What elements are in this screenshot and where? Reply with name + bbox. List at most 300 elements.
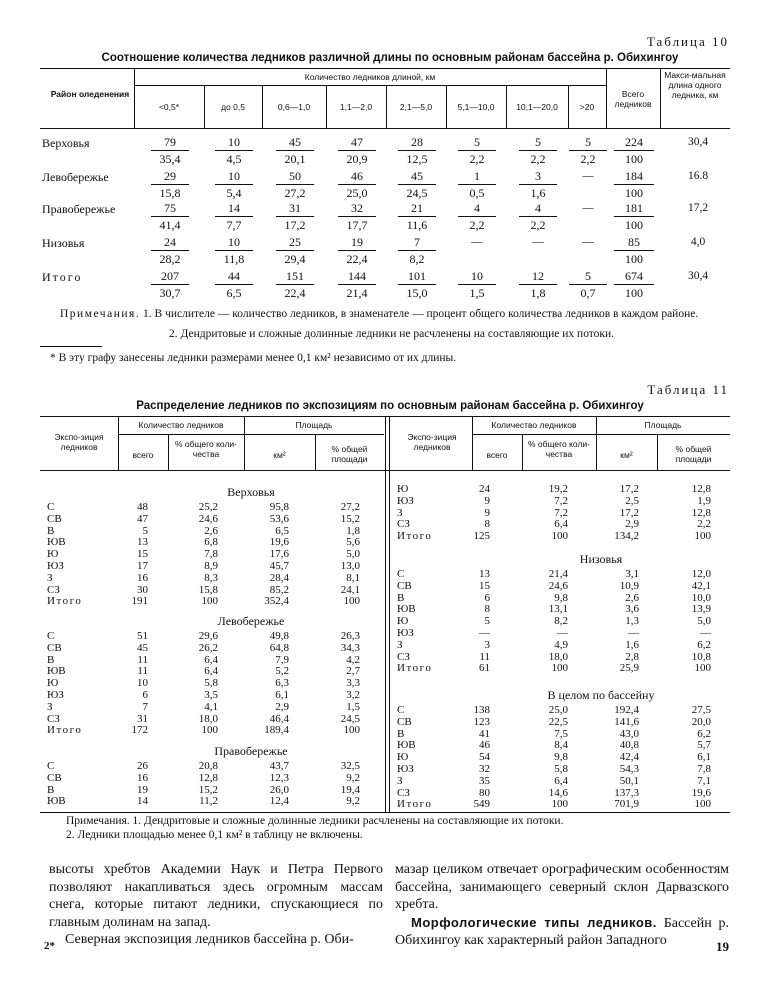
table11-pct-area-value: 3,2	[346, 689, 360, 701]
table11-area-value: 40,8	[619, 739, 639, 752]
table11-pct-area-value: 26,3	[340, 630, 360, 642]
table11-pct-area-header: % общей площади	[675, 444, 712, 464]
table10-numerator: 45	[276, 134, 314, 151]
table11-total-value: 13	[137, 536, 148, 549]
table11-expo-label: ЮЗ	[397, 627, 414, 639]
table10-fraction	[398, 268, 436, 301]
table11-pct-count-value: 2,6	[204, 524, 218, 537]
table11-section-title: Правобережье	[214, 744, 288, 758]
table11-expo-header: Экспо-зиция ледников	[54, 432, 104, 452]
table10-fraction	[151, 168, 189, 201]
table11-pct-count-value: 6,4	[204, 653, 218, 666]
table11-pct-area-value: 20,0	[691, 715, 711, 728]
table11-area-value: 12,3	[269, 771, 289, 784]
table11-total-value: 32	[479, 763, 490, 775]
table11-area-value: 6,1	[275, 689, 289, 701]
table11-expo-label: Ю	[47, 548, 59, 561]
table10-numerator: 28	[398, 134, 436, 151]
table11-pct-count-value: 5,8	[554, 763, 568, 775]
table11-area-value: 6,3	[275, 677, 289, 690]
table10-numerator: 10	[215, 168, 253, 185]
table10-denominator: 8,2	[409, 252, 425, 266]
table10-fraction	[398, 234, 436, 267]
table10-region-label: Низовья	[42, 236, 85, 250]
table11-pct-area-value: 1,8	[346, 524, 360, 537]
table11-expo-label: СВ	[397, 715, 412, 728]
table10-numerator: 12	[519, 268, 557, 285]
table11-pct-count-value: 6,4	[554, 518, 568, 531]
table10-denominator: 2,2	[469, 218, 485, 232]
table10-numerator: 5	[519, 134, 557, 151]
table11-pct-count-value: 20,8	[198, 760, 218, 772]
table11-total-value: 16	[137, 771, 148, 784]
table11-col-rule	[472, 416, 473, 470]
table10-fraction	[215, 168, 253, 201]
table11-area-value: 2,5	[625, 494, 639, 507]
table11-pct-count-value: 24,6	[548, 579, 568, 592]
table10-fraction	[276, 200, 314, 233]
table10-numerator: 7	[398, 234, 436, 251]
table11-expo-label: В	[397, 591, 405, 604]
table11-total-value: 9	[484, 506, 490, 519]
table11-pct-count-value: 24,6	[198, 512, 218, 525]
table11-expo-label: Итого	[47, 595, 83, 608]
table11-pct-count-value: 5,8	[204, 677, 218, 690]
table11-total-value: 46	[479, 739, 490, 752]
table11-pct-count-value: 18,0	[198, 712, 218, 725]
table10-fraction	[338, 234, 376, 267]
table10-col-header: 5,1—10,0	[457, 102, 495, 112]
table10-fraction	[458, 168, 496, 201]
table10-col-header: 0,6—1,0	[277, 102, 311, 112]
table11-total-value: 5	[142, 524, 148, 537]
table11-expo-label: З	[47, 700, 53, 713]
table10-numerator: 181	[614, 200, 654, 217]
table10-denominator: 15,8	[159, 186, 181, 200]
table11-total-value: 48	[137, 501, 148, 513]
table11-pct-area-value: 5,6	[346, 536, 360, 549]
table10-denominator: 25,0	[346, 186, 368, 200]
table10-denominator: 100	[625, 186, 643, 200]
table10-group-header: Количество ледников длиной, км	[304, 72, 436, 82]
table10-fraction	[338, 200, 376, 233]
table10-denominator: 100	[625, 252, 643, 266]
table11-total-value: 8	[484, 603, 490, 616]
table11-expo-label: ЮЗ	[47, 560, 64, 572]
table11-pct-count-value: 6,4	[204, 665, 218, 678]
table11-pct-area-value: 13,0	[340, 560, 360, 572]
body-text-left: высоты хребтов Академии Наук и Петра Первого позволяют накапливаться здесь огромным массам снега, которые питают ледники, спускающиеся по главным долинам на запад. Северная экспозиция ледников бассейна р. Оби-	[49, 862, 383, 947]
table11-total-value: 51	[137, 630, 148, 642]
table10-fraction	[151, 268, 189, 301]
table10-numerator: 207	[151, 268, 189, 285]
table10-denominator: 20,9	[346, 152, 368, 166]
table10-numerator: 45	[398, 168, 436, 185]
table10-numerator: 32	[338, 200, 376, 217]
table10-max-length: 30,4	[687, 270, 709, 282]
table10-note-1: Примечания. 1. В числителе — количество ледников, в знаменателе — процент общего количества ледников в каждом районе.	[60, 308, 699, 320]
table11-pct-area-value: 13,9	[691, 603, 711, 616]
table10-fraction	[215, 234, 253, 267]
table10-region-label: Правобережье	[42, 202, 116, 216]
table10-max-length: 16.8	[687, 170, 709, 182]
table11-pct-count-value: 8,3	[204, 571, 218, 584]
table11-total-value: 125	[473, 530, 490, 543]
table10-denominator: 41,4	[159, 218, 181, 232]
table11-pct-count-value: 8,2	[554, 615, 568, 628]
table10-fraction	[458, 134, 496, 167]
table11-pct-count-value: 26,2	[198, 641, 218, 654]
table10-region-label: Левобережье	[42, 170, 109, 184]
table10-caption: Таблица 10	[646, 34, 729, 49]
table10-fraction	[458, 268, 496, 301]
table10-dash: —	[582, 202, 594, 214]
table11-pct-count-value: 6,4	[554, 774, 568, 787]
table11-total-value: 61	[479, 662, 490, 675]
table11-col-rule	[168, 434, 169, 470]
table11-pct-count-value: 15,2	[198, 783, 218, 796]
table11-pct-area-value: 2,2	[697, 518, 711, 531]
table10-numerator: 85	[614, 234, 654, 251]
table11-pct-area-value: 1,5	[346, 700, 360, 713]
table11-pct-count-value: 12,8	[198, 771, 218, 784]
table11-area-value: 17,2	[619, 506, 639, 519]
table11-expo-label: СЗ	[397, 518, 410, 531]
table11-area-value: 6,5	[275, 524, 289, 537]
table11-expo-label: Ю	[397, 751, 409, 764]
table11-total-value: 172	[131, 724, 148, 737]
table10-total-fraction	[614, 200, 654, 233]
table11-expo-label: З	[397, 506, 403, 519]
table11-pct-count-value: 4,9	[554, 638, 568, 651]
table11-area-header: Площадь	[295, 420, 333, 430]
table11-area-value: 1,3	[625, 615, 639, 628]
table10-numerator: 1	[458, 168, 496, 185]
table10-dash: —	[532, 236, 544, 248]
table11-col-rule	[118, 416, 119, 470]
table11-pct-count-value: 7,2	[554, 494, 568, 507]
table10-region-label: Верховья	[42, 136, 90, 150]
table11-expo-label: СВ	[397, 579, 412, 592]
table11-pct-area-value: 4,2	[346, 653, 360, 666]
table11-pct-area-value: 100	[694, 662, 711, 675]
table10-fraction	[569, 268, 607, 301]
table11-pct-area-value: 2,7	[346, 665, 360, 678]
table10-numerator: 674	[614, 268, 654, 285]
table10-header-rule	[40, 128, 730, 129]
table10-denominator: 100	[625, 286, 643, 300]
table11-area-value: 26,0	[269, 783, 289, 796]
body-text-right: мазар целиком отвечает орографическим особенностям бассейна, занимающего северный склон Дарвазского хребта. Морфологические типы ледников. Бассейн р. Обихингоу как характерный район Западного	[395, 862, 730, 948]
table11-total-value: 549	[473, 798, 490, 811]
table11-total-value: 16	[137, 571, 148, 584]
table10-numerator: 25	[276, 234, 314, 251]
table11-title: Распределение ледников по экспозициям по основным районам бассейна р. Обихингоу	[136, 400, 644, 412]
table11-total-value: 123	[473, 715, 490, 728]
table10-maxlen-header: Макси-мальная длина одного ледника, км	[664, 70, 726, 100]
table11-pct-count-value: 100	[551, 798, 568, 811]
table11-total-value: 10	[137, 677, 148, 690]
table10-fraction	[519, 134, 557, 167]
table11-area-value: 12,4	[269, 795, 289, 808]
table11-area-value: 10,9	[619, 579, 639, 592]
table11-area-value: 45,7	[269, 560, 289, 572]
table10-denominator: 22,4	[346, 252, 368, 266]
table10-top-rule	[40, 68, 730, 69]
table11-area-value: 2,9	[275, 700, 289, 713]
table11-area-value: 2,9	[625, 518, 639, 531]
table11-section-title: В целом по бассейну	[547, 688, 655, 702]
table11-pct-area-value: 27,2	[340, 501, 360, 513]
table11-note-2: 2. Ледники площадью менее 0,1 км² в таблицу не включены.	[66, 829, 363, 841]
table10-numerator: 144	[338, 268, 376, 285]
table10-numerator: 151	[276, 268, 314, 285]
table11-total-value: 5	[484, 615, 490, 628]
table11-expo-label: З	[47, 571, 53, 584]
table11-pct-count-value: 29,6	[198, 630, 218, 642]
table11-pct-area-value: 5,0	[346, 548, 360, 561]
table11-expo-label: С	[47, 501, 55, 513]
table11-pct-area-value: 27,5	[691, 704, 711, 716]
table11-pct-area-value: 5,0	[697, 615, 711, 628]
table11-total-value: 54	[479, 751, 490, 764]
table11-pct-area-value: 1,9	[697, 494, 711, 507]
table11-expo-label: СВ	[47, 771, 62, 784]
table11-pct-count-value: 25,0	[548, 704, 568, 716]
table10-fraction	[458, 200, 496, 233]
table11-total-value: 19	[137, 783, 148, 796]
table11-area-value: 17,2	[619, 483, 639, 495]
table11-area-value: 42,4	[619, 751, 639, 764]
table11-expo-label: З	[397, 638, 403, 651]
table10-fraction	[276, 134, 314, 167]
table11-pct-area-value: 7,8	[697, 763, 711, 775]
table10-denominator: 21,4	[346, 286, 368, 300]
table11-expo-label: СЗ	[397, 786, 410, 799]
table10-denominator: 2,2	[469, 152, 485, 166]
table11-pct-count-header: % общего коли-чества	[174, 439, 238, 459]
table11-total-value: 9	[484, 494, 490, 507]
table11-caption: Таблица 11	[647, 382, 729, 397]
table11-total-value: 14	[137, 795, 148, 808]
table11-pct-count-value: 13,1	[548, 603, 568, 616]
table11-area-value: 53,6	[269, 512, 289, 525]
table11-expo-label: В	[47, 653, 55, 666]
table11-total-header: всего	[486, 450, 508, 460]
table10-numerator: 44	[215, 268, 253, 285]
table11-pct-count-value: —	[557, 627, 568, 639]
table10-denominator: 28,2	[159, 252, 181, 266]
table10-denominator: 22,4	[284, 286, 306, 300]
table11-total-header: всего	[132, 450, 154, 460]
table11-pct-count-value: 9,8	[554, 751, 568, 764]
table11-area-value: 137,3	[614, 786, 639, 799]
table11-expo-label: В	[397, 727, 405, 740]
table11-total-value: 11	[137, 665, 148, 678]
table11-expo-label: В	[47, 524, 55, 537]
table10-numerator: 29	[151, 168, 189, 185]
table11-pct-count-value: 100	[551, 662, 568, 675]
table10-denominator: 1,8	[530, 286, 546, 300]
table11-area-value: 3,1	[625, 568, 639, 580]
table11-area-value: 192,4	[614, 704, 639, 716]
table11-pct-count-value: 100	[551, 530, 568, 543]
table10-numerator: 5	[569, 134, 607, 151]
table11-pct-area-value: 12,8	[691, 483, 711, 495]
table11-total-value: 31	[137, 712, 148, 725]
table11-total-value: 45	[137, 641, 148, 654]
table10-denominator: 100	[625, 218, 643, 232]
table11-pct-area-value: 6,2	[697, 638, 711, 651]
table11-pct-area-value: 7,1	[697, 774, 711, 787]
table10-fraction	[215, 134, 253, 167]
table11-pct-area-value: 10,8	[691, 650, 711, 663]
table11-expo-label: ЮВ	[397, 739, 416, 752]
table11-total-value: 15	[479, 579, 490, 592]
table10-numerator: 4	[519, 200, 557, 217]
table10-fraction	[338, 268, 376, 301]
table11-area-value: 28,4	[269, 571, 289, 584]
table11-expo-label: ЮВ	[47, 795, 66, 808]
table10-region-header: Район оледенения	[50, 89, 130, 99]
table10-max-length: 4,0	[690, 236, 706, 248]
table11-area-value: 2,8	[625, 650, 639, 663]
table11-expo-label: Итого	[397, 662, 433, 675]
table11-pct-count-value: 7,8	[204, 548, 218, 561]
table10-numerator: 10	[215, 134, 253, 151]
table10-denominator: 6,5	[226, 286, 242, 300]
table11-expo-label: Ю	[397, 615, 409, 628]
table10-footnote: * В эту графу занесены ледники размерами менее 0,1 км² независимо от их длины.	[50, 352, 457, 364]
table11-total-value: 13	[479, 568, 490, 580]
table11-sub-rule	[472, 434, 730, 435]
table10-numerator: 184	[614, 168, 654, 185]
table11-area-header: Площадь	[644, 420, 682, 430]
table10-numerator: 24	[151, 234, 189, 251]
table11-expo-label: СВ	[47, 641, 62, 654]
table11-pct-area-value: 5,7	[697, 739, 711, 752]
table11-area-value: 3,6	[625, 603, 639, 616]
table10-denominator: 5,4	[226, 186, 242, 200]
table11-area-value: 7,9	[275, 653, 289, 666]
table11-total-value: —	[479, 627, 490, 639]
table11-pct-count-value: 3,5	[204, 689, 218, 701]
table11-expo-label: ЮВ	[397, 603, 416, 616]
table11-area-value: 85,2	[269, 583, 289, 596]
page-number: 19	[716, 939, 729, 954]
table11-expo-label: СЗ	[47, 583, 60, 596]
table10-numerator: 31	[276, 200, 314, 217]
table11-area-value: 43,7	[269, 760, 289, 772]
table11-pct-count-value: 25,2	[198, 501, 218, 513]
table11-area-value: 19,6	[269, 536, 289, 549]
table11-expo-label: Итого	[47, 724, 83, 737]
table10-denominator: 0,5	[469, 186, 485, 200]
table11-total-value: 138	[473, 704, 490, 716]
table11-area-value: 95,8	[269, 501, 289, 513]
table11-section-title: Верховья	[227, 485, 275, 499]
table10-fraction	[151, 234, 189, 267]
table10-denominator: 2,2	[530, 152, 546, 166]
table11-total-value: 17	[137, 560, 148, 572]
table10-fraction	[398, 200, 436, 233]
table11-expo-label: З	[397, 774, 403, 787]
table11-total-value: 6	[142, 689, 148, 701]
table11-pct-area-value: 10,0	[691, 591, 711, 604]
table10-denominator: 11,8	[223, 252, 245, 266]
table11-pct-count-header: % общего коли-чества	[527, 439, 591, 459]
table11-count-header: Количество ледников	[138, 420, 224, 430]
table11-col-rule	[596, 416, 597, 470]
table11-pct-count-value: 8,4	[554, 739, 568, 752]
table11-pct-area-value: 34,3	[340, 641, 360, 654]
table11-area-value: 352,4	[264, 595, 289, 608]
table11-area-value: 134,2	[614, 530, 639, 543]
table10-col-header: 1,1—2,0	[339, 102, 373, 112]
table10-denominator: 15,0	[406, 286, 428, 300]
table11-col-rule	[657, 434, 658, 470]
table10-fraction	[338, 168, 376, 201]
table11-expo-label: С	[397, 568, 405, 580]
table10-denominator: 35,4	[159, 152, 181, 166]
table10-numerator: 46	[338, 168, 376, 185]
table11-col-rule	[315, 434, 316, 470]
table10-numerator: 5	[569, 268, 607, 285]
table11-total-value: 6	[484, 591, 490, 604]
table11-section-title: Низовья	[579, 552, 623, 566]
table11-total-value: 30	[137, 583, 148, 596]
table11-area-value: 17,6	[269, 548, 289, 561]
table11-expo-label: Итого	[397, 798, 433, 811]
table11-expo-label: В	[47, 783, 55, 796]
table11-total-value: 26	[137, 760, 148, 772]
table11-expo-label: ЮВ	[47, 665, 66, 678]
table11-pct-area-value: 3,3	[346, 677, 360, 690]
table10-denominator: 24,5	[406, 186, 428, 200]
table11-expo-label: С	[47, 760, 55, 772]
table11-area-value: 25,9	[619, 662, 639, 675]
table11-pct-area-value: 6,1	[697, 751, 711, 764]
table11-count-header: Количество ледников	[491, 420, 577, 430]
table10-note-label: Примечания.	[60, 308, 141, 320]
table11-pct-count-value: 19,2	[548, 483, 568, 495]
table10-max-length: 17,2	[687, 202, 709, 214]
table11-km2-header: км²	[273, 450, 286, 460]
table11-total-value: 7	[142, 700, 148, 713]
table11-pct-count-value: 21,4	[548, 568, 568, 580]
table11-pct-count-value: 11,2	[199, 795, 218, 808]
table11-pct-area-value: 15,2	[340, 512, 360, 525]
table11-pct-count-value: 7,5	[554, 727, 568, 740]
table11-total-value: 11	[479, 650, 490, 663]
section-heading: Морфологические типы ледников.	[411, 914, 657, 930]
table10-fraction	[338, 134, 376, 167]
table11-total-value: 3	[484, 638, 490, 651]
table10-fraction	[519, 200, 557, 233]
table10-denominator: 100	[625, 152, 643, 166]
table10-col-header: до 0,5	[221, 102, 245, 112]
table10-denominator: 1,5	[469, 286, 485, 300]
table11-total-value: 24	[479, 483, 490, 495]
signature-mark: 2*	[44, 940, 55, 952]
table11-pct-area-value: 9,2	[346, 795, 360, 808]
table10-numerator: 14	[215, 200, 253, 217]
table10-denominator: 4,5	[226, 152, 242, 166]
table11-pct-area-value: —	[700, 627, 711, 639]
table10-dash: —	[582, 170, 594, 182]
table10-numerator: 224	[614, 134, 654, 151]
table11-expo-label: Итого	[397, 530, 433, 543]
